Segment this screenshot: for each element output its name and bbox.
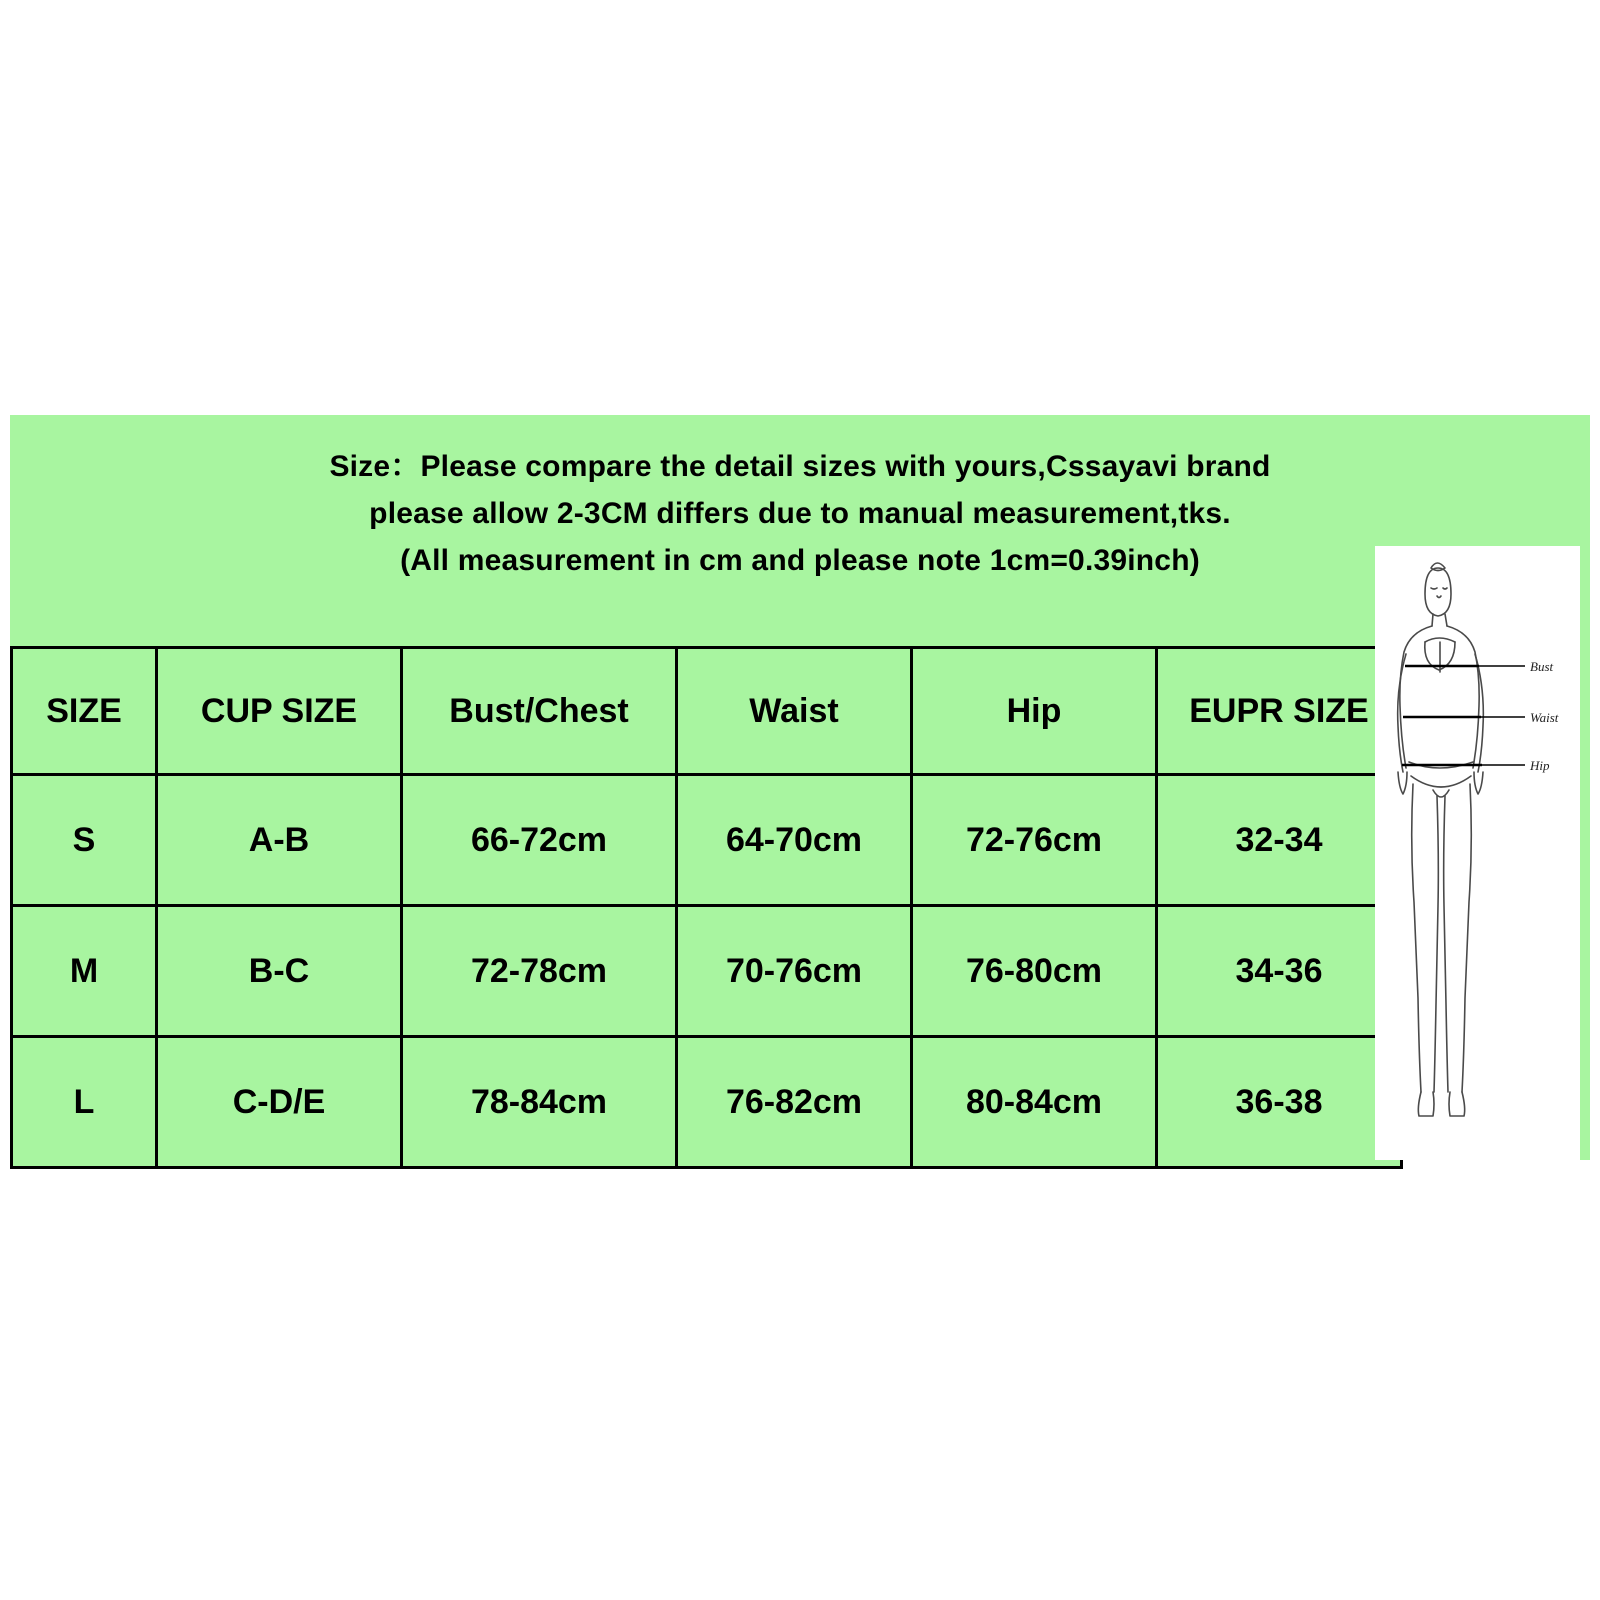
column-header-bust: Bust/Chest <box>402 648 677 775</box>
table-row <box>12 906 1402 1037</box>
cell-bust: 72-78cm <box>402 906 677 1037</box>
column-header-waist: Waist <box>677 648 912 775</box>
column-header-cup-size: CUP SIZE <box>157 648 402 775</box>
size-note-line-3: (All measurement in cm and please note 1cm=0.39inch) <box>400 544 1200 577</box>
cell-waist: 76-82cm <box>677 1037 912 1168</box>
size-note-line-2: please allow 2-3CM differs due to manual measurement,tks. <box>369 497 1231 530</box>
column-header-eupr-size: EUPR SIZE <box>1157 648 1402 775</box>
table-row <box>12 775 1402 906</box>
size-note-line-1: Size：Please compare the detail sizes with yours,Cssayavi brand <box>329 450 1271 483</box>
column-header-size: SIZE <box>12 648 157 775</box>
column-header-hip: Hip <box>912 648 1157 775</box>
waist-label: Waist <box>1530 710 1559 725</box>
cell-bust: 78-84cm <box>402 1037 677 1168</box>
cell-cup-size: A-B <box>157 775 402 906</box>
size-table <box>10 646 1403 1169</box>
table-header-row <box>12 648 1402 775</box>
cell-eupr-size: 36-38 <box>1157 1037 1402 1168</box>
table-row <box>12 1037 1402 1168</box>
cell-waist: 70-76cm <box>677 906 912 1037</box>
cell-hip: 80-84cm <box>912 1037 1157 1168</box>
cell-hip: 76-80cm <box>912 906 1157 1037</box>
cell-cup-size: C-D/E <box>157 1037 402 1168</box>
cell-eupr-size: 32-34 <box>1157 775 1402 906</box>
cell-hip: 72-76cm <box>912 775 1157 906</box>
size-notes <box>10 415 1590 584</box>
cell-size: L <box>12 1037 157 1168</box>
cell-size: M <box>12 906 157 1037</box>
cell-cup-size: B-C <box>157 906 402 1037</box>
cell-waist: 64-70cm <box>677 775 912 906</box>
size-chart-panel <box>10 415 1590 1160</box>
cell-size: S <box>12 775 157 906</box>
measurement-figure-panel <box>1375 546 1580 1160</box>
bust-label: Bust <box>1530 659 1554 674</box>
hip-label: Hip <box>1530 758 1550 773</box>
cell-bust: 66-72cm <box>402 775 677 906</box>
cell-eupr-size: 34-36 <box>1157 906 1402 1037</box>
female-body-measurement-diagram <box>1375 546 1580 1160</box>
